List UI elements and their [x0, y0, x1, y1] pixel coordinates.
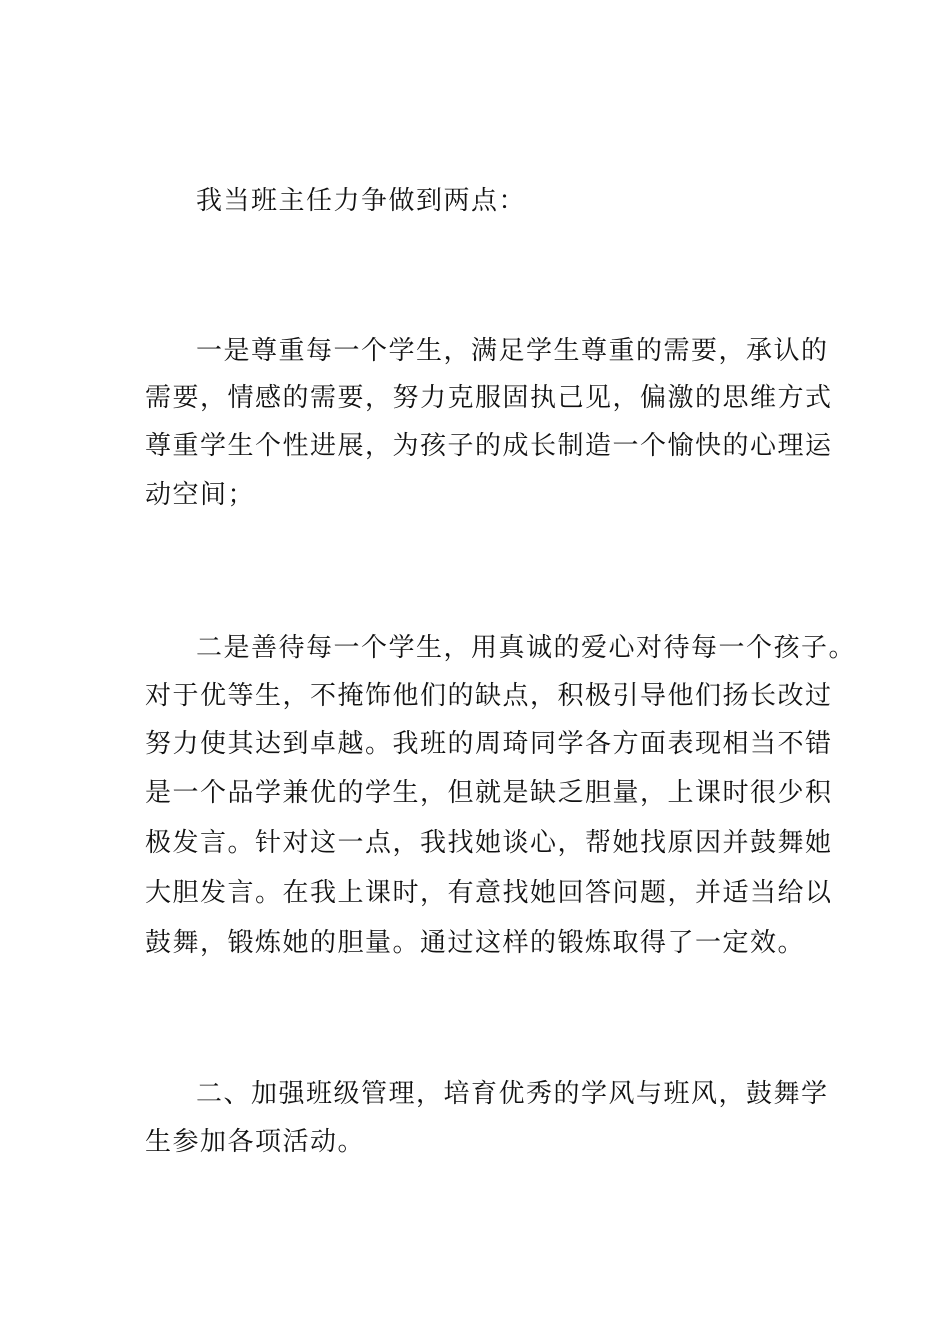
paragraph-1-line-4: 动空间；	[145, 480, 256, 510]
paragraph-2-line-1: 二是善待每一个学生，用真诚的爱心对待每一个孩子。	[196, 633, 857, 663]
paragraph-3-line-2: 生参加各项活动。	[145, 1127, 366, 1157]
paragraph-1-line-2: 需要，情感的需要，努力克服固执己见，偏激的思维方式	[145, 383, 833, 413]
paragraph-2-line-6: 大胆发言。在我上课时，有意找她回答问题，并适当给以	[145, 878, 833, 908]
paragraph-2-line-2: 对于优等生，不掩饰他们的缺点，积极引导他们扬长改过	[145, 681, 833, 711]
paragraph-2-line-5: 极发言。针对这一点，我找她谈心，帮她找原因并鼓舞她	[145, 828, 833, 858]
paragraph-2-line-7: 鼓舞，锻炼她的胆量。通过这样的锻炼取得了一定效。	[145, 928, 806, 958]
intro-line: 我当班主任力争做到两点：	[196, 186, 527, 216]
paragraph-1-line-3: 尊重学生个性进展，为孩子的成长制造一个愉快的心理运	[145, 431, 833, 461]
paragraph-1-line-1: 一是尊重每一个学生，满足学生尊重的需要，承认的	[196, 336, 829, 366]
paragraph-2-line-4: 是一个品学兼优的学生，但就是缺乏胆量，上课时很少积	[145, 778, 833, 808]
paragraph-3-line-1: 二、加强班级管理，培育优秀的学风与班风，鼓舞学	[196, 1079, 829, 1109]
paragraph-2-line-3: 努力使其达到卓越。我班的周琦同学各方面表现相当不错	[145, 729, 833, 759]
